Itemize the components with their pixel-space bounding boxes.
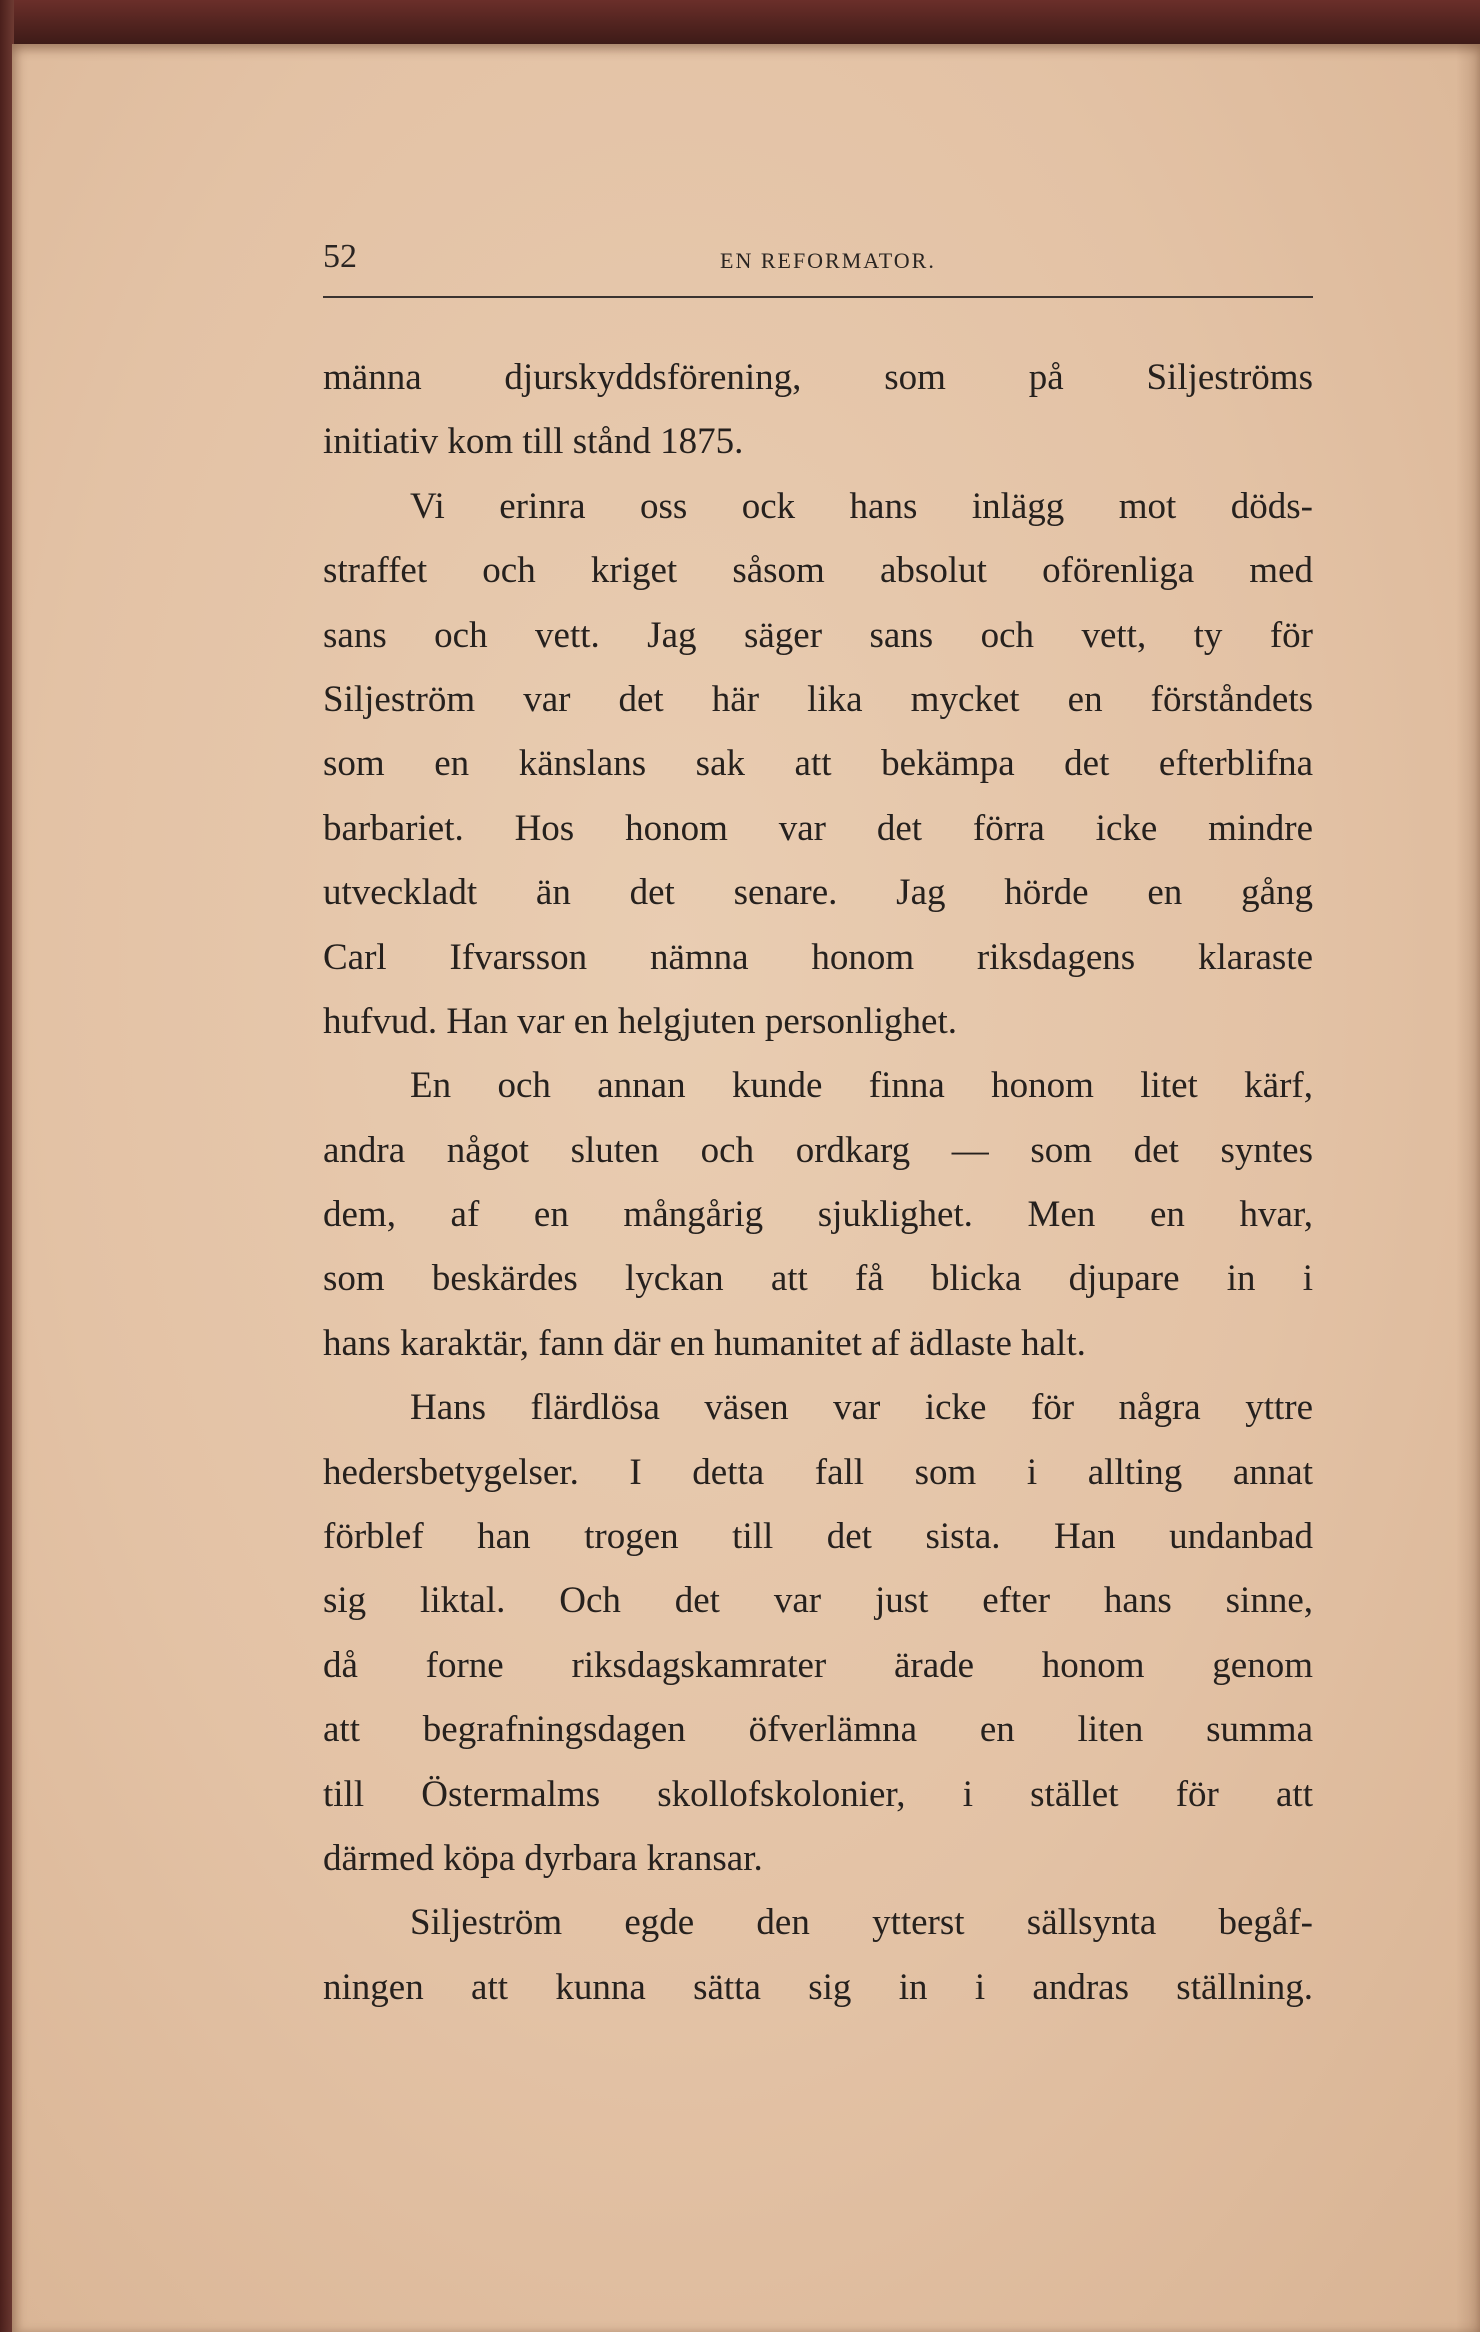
text-line: sig liktal. Och det var just efter hans sinne, <box>323 1580 1313 1622</box>
text-line: dem, af en mångårig sjuklighet. Men en hvar, <box>323 1194 1313 1236</box>
text-line: utveckladt än det senare. Jag hörde en gång <box>323 872 1313 914</box>
text-line: förblef han trogen till det sista. Han undanbad <box>323 1516 1313 1558</box>
text-line: straffet och kriget såsom absolut oförenliga med <box>323 550 1313 592</box>
text-line: som en känslans sak att bekämpa det efterblifna <box>323 743 1313 785</box>
text-line: att begrafningsdagen öfverlämna en liten summa <box>323 1709 1313 1751</box>
text-line: männa djurskyddsförening, som på Siljeströms <box>323 357 1313 398</box>
text-line: som beskärdes lyckan att få blicka djupare in i <box>323 1258 1313 1300</box>
text-line: därmed köpa dyrbara kransar. <box>323 1837 763 1879</box>
text-line: sans och vett. Jag säger sans och vett, ty för <box>323 614 1313 656</box>
text-line: En och annan kunde finna honom litet kärf, <box>410 1065 1313 1107</box>
text-line: hedersbetygelser. I detta fall som i allting annat <box>323 1451 1313 1493</box>
page-number: 52 <box>323 238 357 275</box>
text-line: barbariet. Hos honom var det förra icke mindre <box>323 807 1313 849</box>
text-line: hufvud. Han var en helgjuten personlighet. <box>323 1000 957 1042</box>
text-line: andra något sluten och ordkarg — som det syntes <box>323 1129 1313 1171</box>
text-line: Hans flärdlösa väsen var icke för några yttre <box>410 1387 1313 1429</box>
text-line: initiativ kom till stånd 1875. <box>323 421 744 463</box>
text-line: hans karaktär, fann där en humanitet af ädlaste halt. <box>323 1322 1086 1364</box>
running-head <box>323 230 1313 300</box>
header-rule <box>323 296 1313 298</box>
body-text <box>323 346 1313 2020</box>
text-line: Siljeström egde den ytterst sällsynta begåf- <box>410 1902 1313 1944</box>
text-line: ningen att kunna sätta sig in i andras ställning. <box>323 1966 1313 2008</box>
text-line: till Östermalms skollofskolonier, i stället för att <box>323 1773 1313 1815</box>
text-line: Carl Ifvarsson nämna honom riksdagens klaraste <box>323 936 1313 978</box>
running-title: EN REFORMATOR. <box>720 248 936 273</box>
page-right-shadow <box>1456 44 1480 2332</box>
book-cover-top-edge <box>0 0 1480 46</box>
text-line: då forne riksdagskamrater ärade honom genom <box>323 1644 1313 1686</box>
text-line: Vi erinra oss ock hans inlägg mot döds- <box>410 485 1313 527</box>
text-line: Siljeström var det här lika mycket en förståndets <box>323 678 1313 720</box>
